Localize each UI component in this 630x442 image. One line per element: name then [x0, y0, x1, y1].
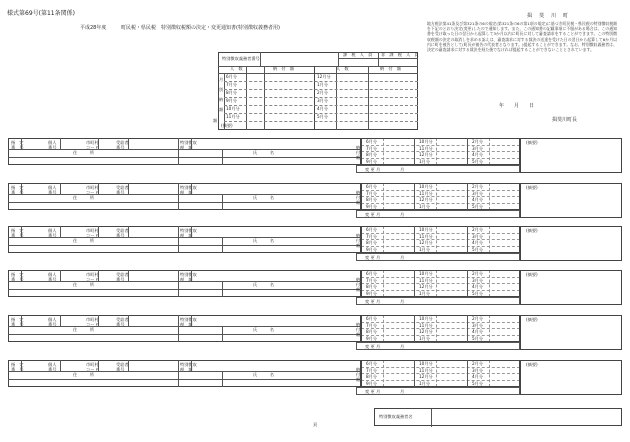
personal-no-label: 個人 番号	[48, 272, 57, 282]
month-label: 8月分	[366, 374, 378, 379]
month-label: 12月分	[419, 329, 433, 334]
amount-col-right: 納 付 額	[380, 66, 401, 71]
personal-no-label: 個人 番号	[48, 140, 57, 150]
month-label: 4月分	[472, 284, 484, 289]
month-label: 10月分	[419, 361, 433, 366]
month-label: 2月分	[472, 227, 484, 232]
special-tax-label: 特別徴収 税 額	[180, 317, 197, 327]
month-label: 9月分	[366, 335, 378, 341]
month-label: 6月分	[366, 139, 378, 144]
remarks-label: (摘要)	[526, 272, 538, 277]
municipality-code-label: 市町村 コード	[86, 228, 99, 238]
month-label: 10月分	[419, 271, 433, 276]
month-label: 12月分	[419, 374, 433, 379]
change-unit-label: 月	[400, 255, 405, 260]
recipient-no-label: 受給者 番号	[116, 228, 129, 238]
change-row-label: 変 更 月	[365, 167, 381, 172]
name-label: 氏 名	[253, 195, 274, 200]
side-char-0: 月	[219, 77, 224, 82]
remarks-label: (摘要)	[526, 140, 538, 145]
month-label: 8月分	[366, 284, 378, 289]
special-tax-label: 特別徴収 税 額	[180, 228, 197, 238]
month-label: 1月分	[419, 246, 431, 252]
month-label: 1月分	[419, 290, 431, 296]
remarks-label: (摘要)	[526, 317, 538, 322]
monthly-side-label: 納 付 額	[356, 233, 361, 248]
month-label: 5月分	[472, 290, 484, 296]
month-label: 11月分	[419, 145, 433, 151]
taxpayer-entry	[8, 138, 622, 175]
monthly-side-label: 納 付 額	[356, 277, 361, 292]
month-label: 6月分	[366, 316, 378, 321]
count-col-left: 人 数	[230, 66, 243, 71]
municipality-code-label: 市町村 コード	[86, 140, 99, 150]
page-mark: 頁	[313, 422, 318, 427]
month-label: 4月分	[472, 240, 484, 245]
month-left-2: 8月分	[226, 90, 238, 95]
address-label: 住 所	[73, 327, 94, 332]
personal-no-label: 個人 番号	[48, 362, 57, 372]
month-label: 3月分	[472, 233, 484, 239]
town-mayor: 揖斐川町長	[552, 117, 578, 123]
change-unit-label: 月	[400, 167, 405, 172]
month-label: 11月分	[419, 277, 433, 283]
taxpayer-entry	[8, 360, 622, 397]
month-label: 7月分	[366, 233, 378, 239]
designation-no-label: 指 定 番 号	[11, 185, 24, 195]
month-label: 2月分	[472, 184, 484, 189]
month-left-0: 6月分	[226, 74, 238, 79]
notice-text: 地方税法第41条及び第321条の6の規定(第321条の6の第1項の規定)に基づき町民税・県民税の特別徴収税額を下記のとおり決定(変更)したので通知します。また、この通知書の記載事項に不服がある場合は、この通知書を受け取った日の翌日から起算して3か月以内に町長に対して審査請求をすることができます。この特別徴収税額の決定の取消しを求める訴えは、審査請求に対する裁決の送達を受けた日の翌日から起算して6か月以内に町を被告として(町長が被告の代表者となります。)提起することができます。なお、特別徴収義務者は、決定の審査請求に対する裁決を経た後でなければ提起することができないこととされています。	[427, 21, 617, 53]
personal-no-label: 個人 番号	[48, 185, 57, 195]
designation-no-label: 指 定 番 号	[11, 140, 24, 150]
month-label: 5月分	[472, 158, 484, 164]
designation-no-label: 指 定 番 号	[11, 362, 24, 372]
month-label: 4月分	[472, 152, 484, 157]
month-label: 3月分	[472, 367, 484, 373]
month-label: 2月分	[472, 139, 484, 144]
address-label: 住 所	[73, 372, 94, 377]
designation-no-label: 指 定 番 号	[11, 317, 24, 327]
change-row-label: 変 更 月	[365, 255, 381, 260]
month-right-0: 12月分	[317, 74, 331, 79]
municipality-code-label: 市町村 コード	[86, 362, 99, 372]
month-label: 11月分	[419, 367, 433, 373]
month-label: 2月分	[472, 316, 484, 321]
month-left-5: 11月分	[226, 114, 240, 119]
municipality-code-label: 市町村 コード	[86, 185, 99, 195]
personal-no-label: 個人 番号	[48, 228, 57, 238]
designation-no-label: 指 定 番 号	[11, 228, 24, 238]
change-unit-label: 月	[400, 344, 405, 349]
month-label: 5月分	[472, 380, 484, 386]
month-label: 7月分	[366, 145, 378, 151]
month-label: 8月分	[366, 240, 378, 245]
name-label: 氏 名	[253, 150, 274, 155]
taxpayer-entry	[8, 226, 622, 263]
count-col-right: 人 数	[336, 66, 349, 71]
month-label: 12月分	[419, 240, 433, 245]
month-label: 12月分	[419, 152, 433, 157]
taxpayer-entry	[8, 183, 622, 220]
month-label: 2月分	[472, 271, 484, 276]
name-label: 氏 名	[253, 238, 274, 243]
month-right-3: 3月分	[317, 98, 329, 103]
month-label: 11月分	[419, 322, 433, 328]
month-label: 6月分	[366, 184, 378, 189]
change-row-label: 変 更 月	[365, 344, 381, 349]
month-label: 1月分	[419, 380, 431, 386]
amount-col-left: 納 付 額	[273, 66, 294, 71]
name-label: 氏 名	[253, 282, 274, 287]
month-label: 12月分	[419, 284, 433, 289]
remarks-label: (摘要)	[526, 228, 538, 233]
recipient-no-label: 受給者 番号	[116, 185, 129, 195]
monthly-side-label: 納 付 額	[356, 367, 361, 382]
month-right-1: 1月分	[317, 82, 329, 87]
address-label: 住 所	[73, 282, 94, 287]
address-label: 住 所	[73, 238, 94, 243]
fiscal-year: 平成28年度	[80, 25, 107, 31]
summary-col-headers	[218, 66, 418, 73]
address-label: 住 所	[73, 150, 94, 155]
month-left-3: 9月分	[226, 98, 238, 103]
side-total-char: 額	[213, 118, 218, 123]
municipality-code-label: 市町村 コード	[86, 317, 99, 327]
taxpayer-entry	[8, 315, 622, 352]
special-tax-label: 特別徴収 税 額	[180, 362, 197, 372]
name-label: 氏 名	[253, 327, 274, 332]
month-label: 7月分	[366, 190, 378, 196]
taxpayer-count-label: 課 税 人 員	[343, 52, 373, 57]
recipient-no-label: 受給者 番号	[116, 317, 129, 327]
month-label: 3月分	[472, 190, 484, 196]
month-label: 6月分	[366, 271, 378, 276]
month-left-1: 7月分	[226, 82, 238, 87]
month-label: 7月分	[366, 277, 378, 283]
month-label: 4月分	[472, 374, 484, 379]
month-label: 11月分	[419, 190, 433, 196]
month-label: 11月分	[419, 233, 433, 239]
side-char-2: 納	[219, 97, 224, 102]
town-header: 揖 斐 川 町	[527, 13, 570, 19]
month-label: 12月分	[419, 197, 433, 202]
month-label: 7月分	[366, 367, 378, 373]
month-label: 10月分	[419, 316, 433, 321]
recipient-no-label: 受給者 番号	[116, 140, 129, 150]
month-right-5: 5月分	[317, 114, 329, 119]
month-label: 4月分	[472, 329, 484, 334]
form-number: 様式第69号(第11条関係)	[7, 10, 75, 17]
summary-box	[218, 52, 418, 130]
side-char-1: 別	[219, 87, 224, 92]
month-label: 3月分	[472, 145, 484, 151]
month-label: 9月分	[366, 290, 378, 296]
month-left-4: 10月分	[226, 106, 240, 111]
recipient-no-label: 受給者 番号	[116, 272, 129, 282]
month-label: 6月分	[366, 361, 378, 366]
obligor-no-label: 特別徴収義務者番号	[222, 56, 260, 61]
summary-note-label: (摘要)	[221, 123, 233, 128]
recipient-no-label: 受給者 番号	[116, 362, 129, 372]
signature-box	[374, 408, 622, 426]
change-row-label: 変 更 月	[365, 299, 381, 304]
name-label: 氏 名	[253, 372, 274, 377]
change-unit-label: 月	[400, 212, 405, 217]
address-label: 住 所	[73, 195, 94, 200]
change-row-label: 変 更 月	[365, 212, 381, 217]
taxpayer-entry	[8, 270, 622, 307]
change-unit-label: 月	[400, 299, 405, 304]
change-row-label: 変 更 月	[365, 389, 381, 394]
month-label: 3月分	[472, 322, 484, 328]
month-label: 10月分	[419, 139, 433, 144]
month-right-4: 4月分	[317, 106, 329, 111]
remarks-label: (摘要)	[526, 362, 538, 367]
monthly-side-label: 納 付 額	[356, 190, 361, 205]
notice-date: 年 月 日	[499, 103, 535, 109]
month-label: 6月分	[366, 227, 378, 232]
special-tax-label: 特別徴収 税 額	[180, 272, 197, 282]
signature-label: 特別徴収義務者名	[379, 414, 413, 419]
personal-no-label: 個人 番号	[48, 317, 57, 327]
month-label: 5月分	[472, 335, 484, 341]
month-label: 7月分	[366, 322, 378, 328]
month-label: 8月分	[366, 152, 378, 157]
remarks-label: (摘要)	[526, 185, 538, 190]
month-label: 1月分	[419, 158, 431, 164]
month-label: 9月分	[366, 203, 378, 209]
form-title: 町民税・県民税 特別徴収税額の決定・変更通知書(特別徴収義務者用)	[121, 25, 280, 31]
month-label: 9月分	[366, 380, 378, 386]
month-label: 10月分	[419, 227, 433, 232]
month-label: 2月分	[472, 361, 484, 366]
designation-no-label: 指 定 番 号	[11, 272, 24, 282]
month-label: 8月分	[366, 329, 378, 334]
month-label: 5月分	[472, 203, 484, 209]
month-label: 9月分	[366, 158, 378, 164]
month-label: 9月分	[366, 246, 378, 252]
change-unit-label: 月	[400, 389, 405, 394]
monthly-side-label: 納 付 額	[356, 322, 361, 337]
month-label: 10月分	[419, 184, 433, 189]
month-label: 5月分	[472, 246, 484, 252]
municipality-code-label: 市町村 コード	[86, 272, 99, 282]
month-label: 1月分	[419, 203, 431, 209]
month-label: 4月分	[472, 197, 484, 202]
month-label: 3月分	[472, 277, 484, 283]
month-label: 1月分	[419, 335, 431, 341]
month-right-2: 2月分	[317, 90, 329, 95]
special-tax-label: 特別徴収 税 額	[180, 185, 197, 195]
special-tax-label: 特別徴収 税 額	[180, 140, 197, 150]
month-label: 8月分	[366, 197, 378, 202]
monthly-side-label: 納 付 額	[356, 145, 361, 160]
side-char-3: 額	[219, 107, 224, 112]
non-taxpayer-label: 非 課 税 人 員	[381, 52, 419, 57]
